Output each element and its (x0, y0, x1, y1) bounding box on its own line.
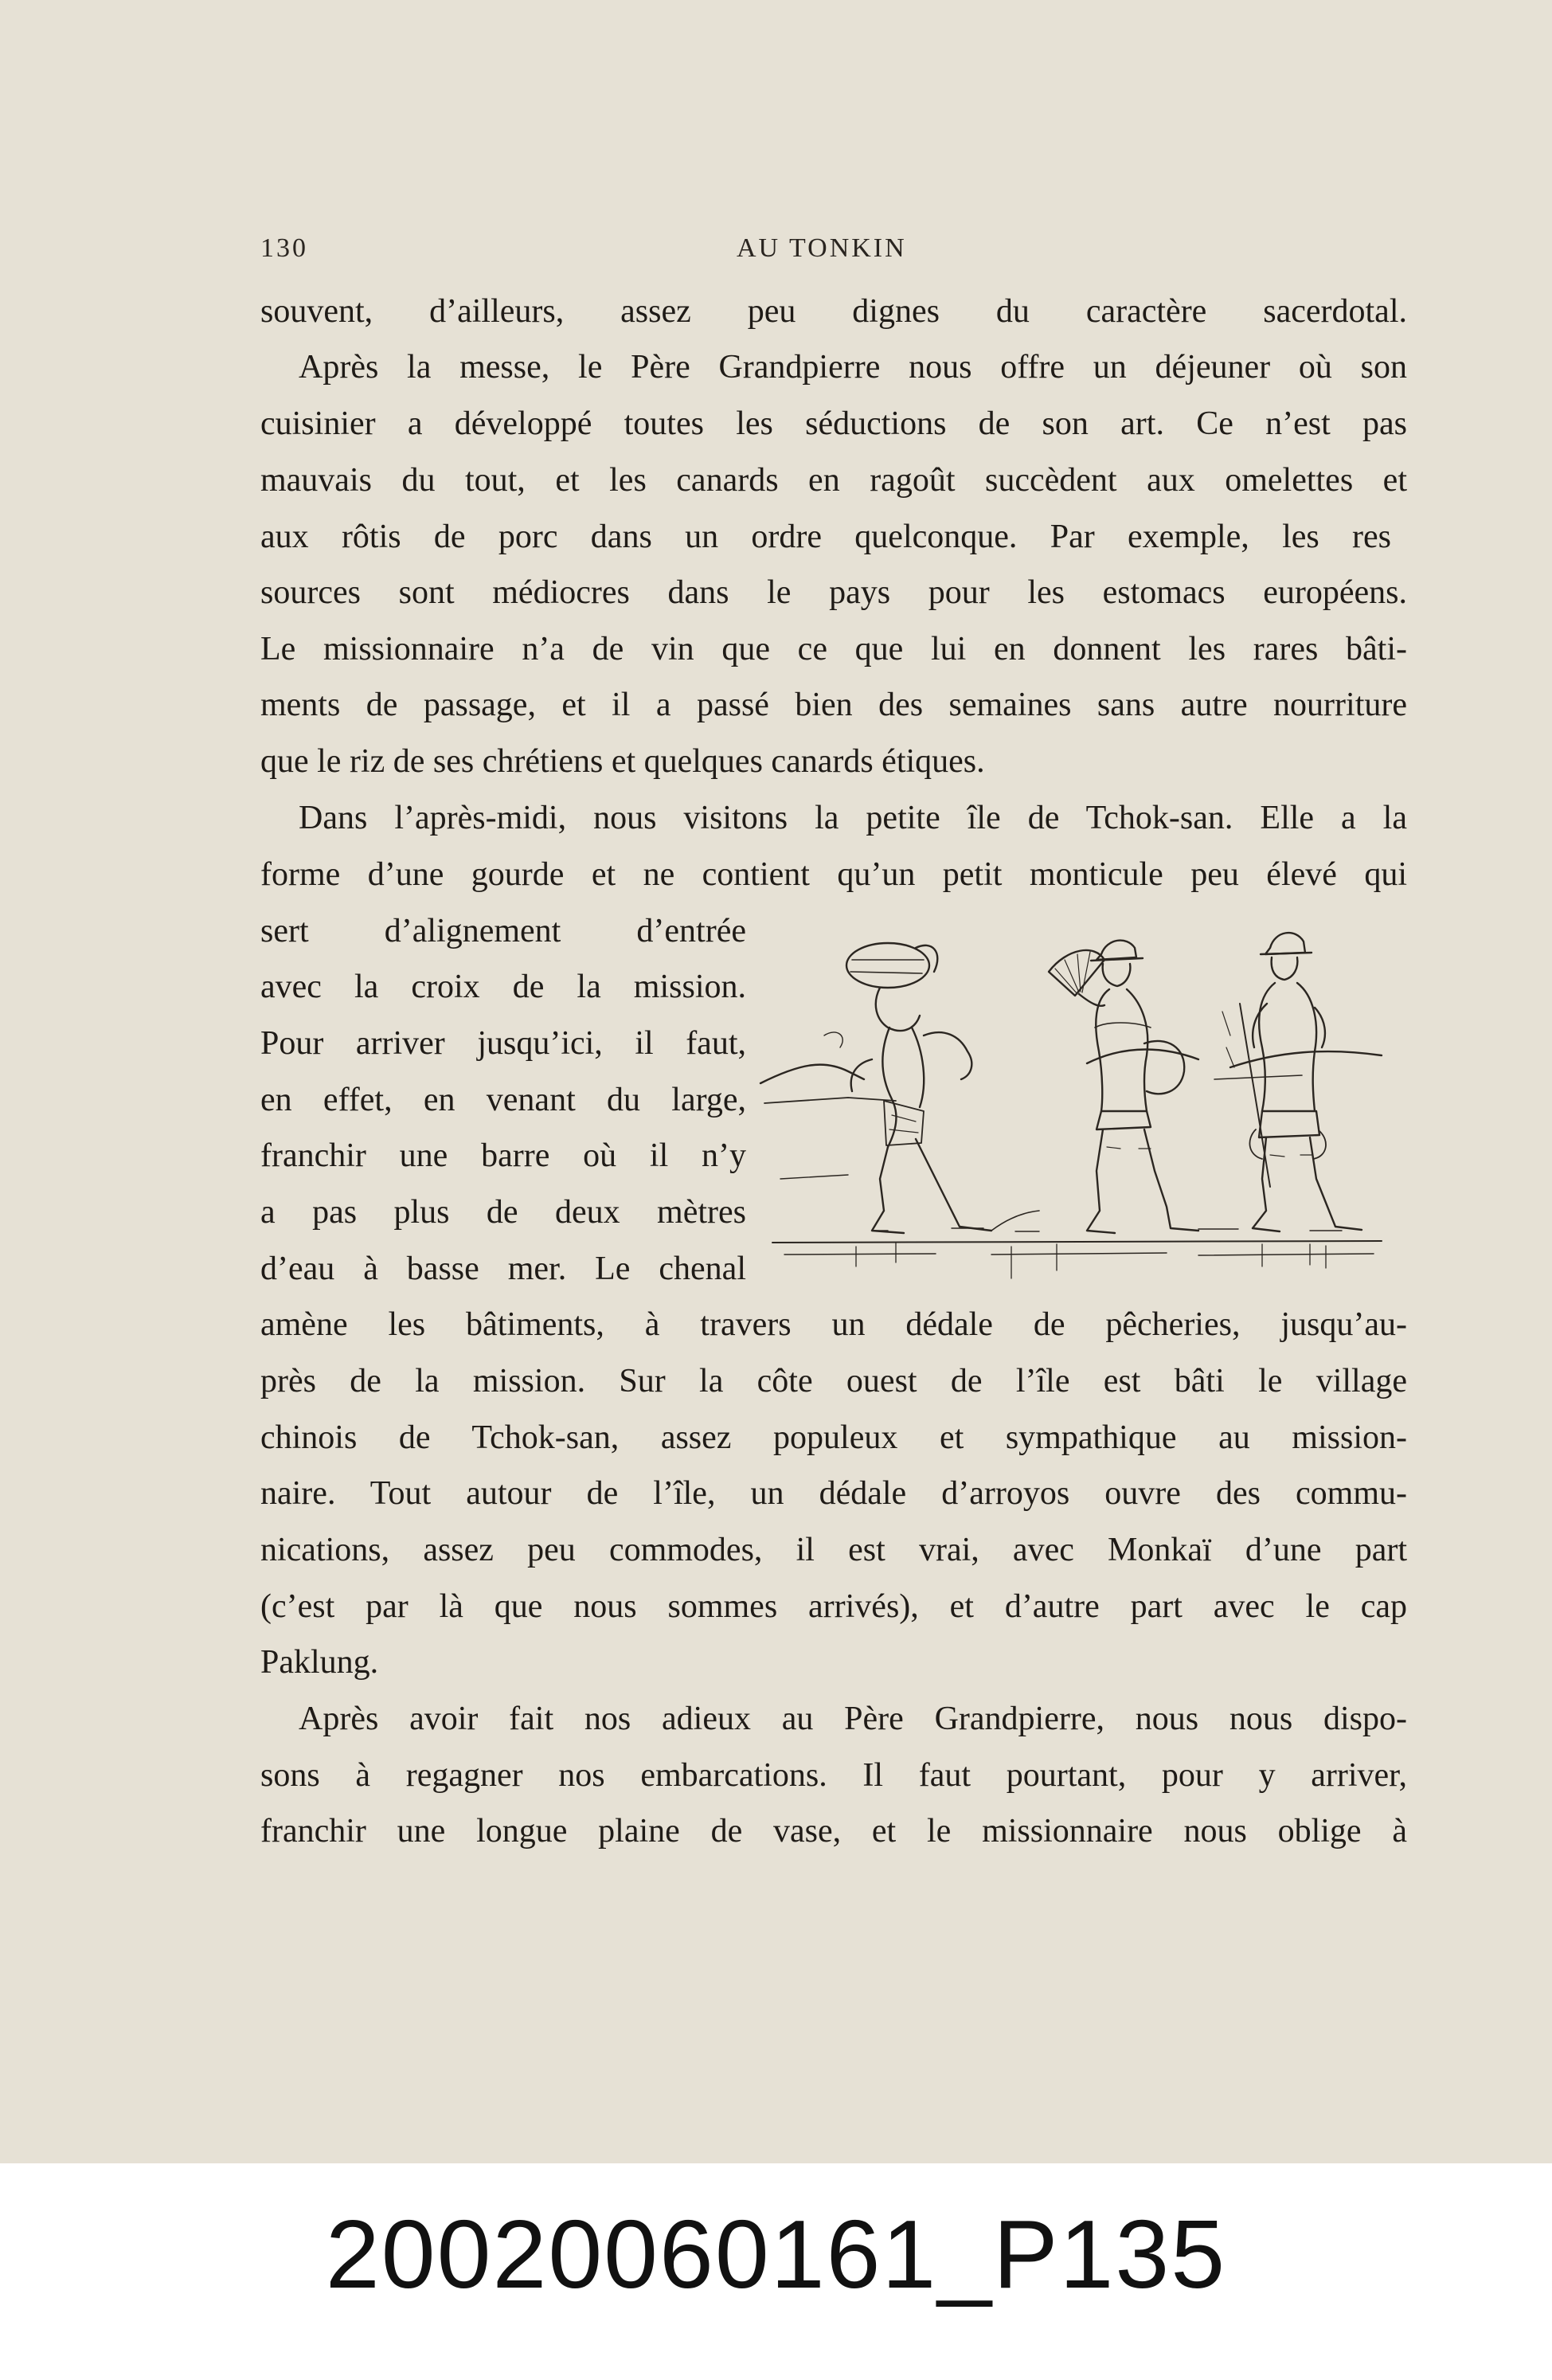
walking-figures-illustration (753, 916, 1390, 1282)
text-line: Le missionnaire n’a de vin que ce que lui en donnent les rares bâti- (260, 631, 1407, 667)
text-line: ments de passage, et il a passé bien des semaines sans autre nourriture (260, 687, 1407, 723)
text-line: près de la mission. Sur la côte ouest de l’île est bâti le village (260, 1363, 1407, 1399)
text-line: sources sont médiocres dans le pays pour les estomacs européens. (260, 574, 1407, 611)
text-line: a pas plus de deux mètres (260, 1194, 746, 1231)
text-line: Après la messe, le Père Grandpierre nous offre un déjeuner où son (299, 349, 1407, 386)
running-title: AU TONKIN (737, 233, 907, 263)
text-line: d’eau à basse mer. Le chenal (260, 1251, 746, 1287)
page-number: 130 (260, 233, 308, 263)
text-line: que le riz de ses chrétiens et quelques canards étiques. (260, 743, 985, 780)
text-line: chinois de Tchok-san, assez populeux et sympathique au mission- (260, 1419, 1407, 1456)
text-line: Dans l’après-midi, nous visitons la petite île de Tchok-san. Elle a la (299, 800, 1407, 836)
text-line: naire. Tout autour de l’île, un dédale d’arroyos ouvre des commu- (260, 1475, 1407, 1512)
text-line: forme d’une gourde et ne contient qu’un petit monticule peu élevé qui (260, 856, 1407, 893)
text-line: Pour arriver jusqu’ici, il faut, (260, 1025, 746, 1062)
text-line: Après avoir fait nos adieux au Père Grandpierre, nous nous dispo- (299, 1701, 1407, 1737)
text-line: en effet, en venant du large, (260, 1082, 746, 1118)
text-line: sert d’alignement d’entrée (260, 913, 746, 949)
text-line: amène les bâtiments, à travers un dédale de pêcheries, jusqu’au- (260, 1306, 1407, 1343)
text-line: nications, assez peu commodes, il est vrai, avec Monkaï d’une part (260, 1532, 1407, 1568)
text-line: souvent, d’ailleurs, assez peu dignes du caractère sacerdotal. (260, 293, 1407, 330)
image-id-caption: 20020060161_P135 (325, 2200, 1227, 2308)
text-line: franchir une longue plaine de vase, et le missionnaire nous oblige à (260, 1813, 1407, 1850)
text-line: cuisinier a développé toutes les séductions de son art. Ce n’est pas (260, 405, 1407, 442)
text-line: Paklung. (260, 1644, 379, 1681)
text-line: aux rôtis de porc dans un ordre quelconque. Par exemple, les res (260, 519, 1391, 555)
text-line: sons à regagner nos embarcations. Il faut pourtant, pour y arriver, (260, 1757, 1407, 1794)
text-line: mauvais du tout, et les canards en ragoût succèdent aux omelettes et (260, 462, 1407, 499)
text-line: avec la croix de la mission. (260, 969, 746, 1005)
text-line: (c’est par là que nous sommes arrivés), et d’autre part avec le cap (260, 1588, 1407, 1625)
text-line: franchir une barre où il n’y (260, 1137, 746, 1174)
